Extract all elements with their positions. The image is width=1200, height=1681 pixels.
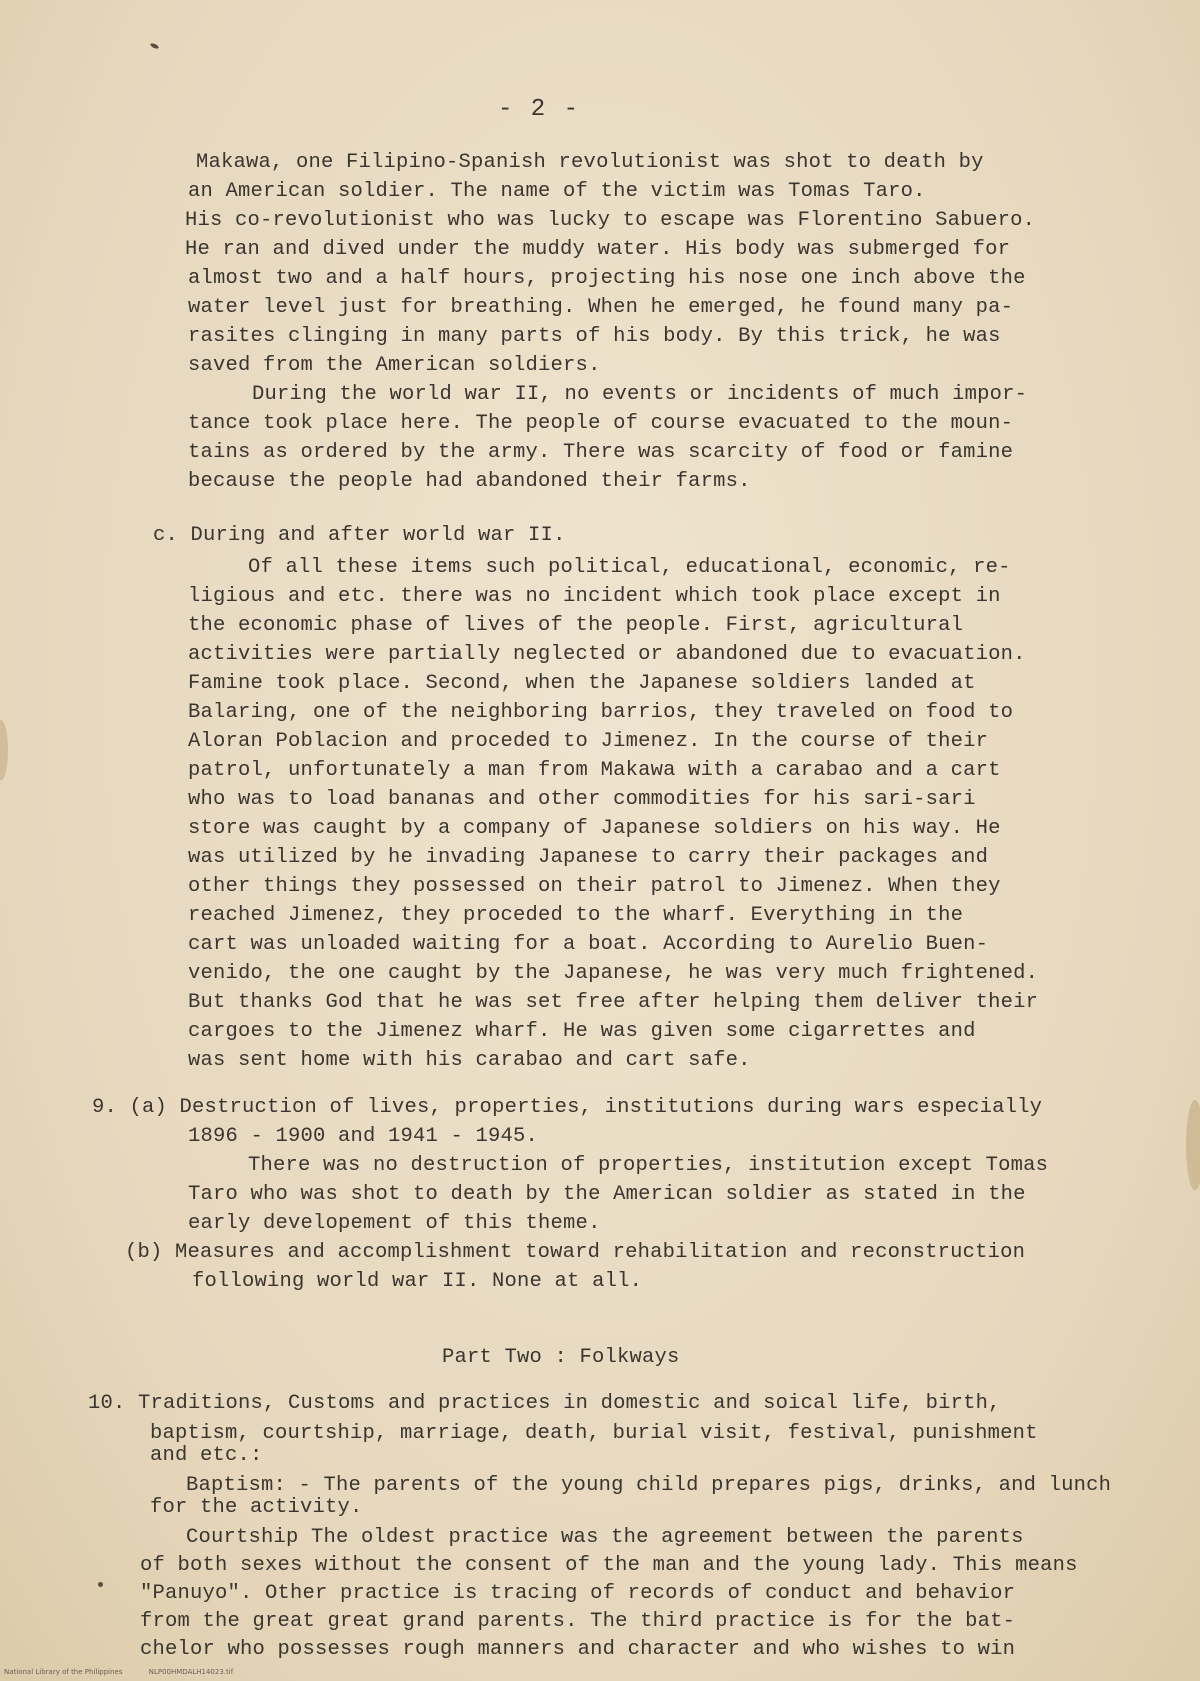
text-line: store was caught by a company of Japanese soldiers on his way. He (188, 817, 1001, 840)
item-10-heading: 10. Traditions, Customs and practices in domestic and soical life, birth, (88, 1392, 1001, 1415)
text-line: There was no destruction of properties, institution except Tomas (248, 1154, 1049, 1177)
item-9b-heading: (b) Measures and accomplishment toward rehabilitation and reconstruction (125, 1241, 1026, 1264)
text-line: "Panuyo". Other practice is tracing of records of conduct and behavior (140, 1582, 1016, 1605)
page-number: - 2 - (498, 96, 581, 123)
text-line: Balaring, one of the neighboring barrios, they traveled on food to (188, 701, 1014, 724)
text-line: who was to load bananas and other commodities for his sari-sari (188, 788, 976, 811)
text-line: an American soldier. The name of the victim was Tomas Taro. (188, 180, 926, 203)
text-line: the economic phase of lives of the people. First, agricultural (188, 614, 964, 637)
text-line: activities were partially neglected or abandoned due to evacuation. (188, 643, 1026, 666)
text-line: and etc.: (150, 1444, 263, 1467)
text-line: was sent home with his carabao and cart safe. (188, 1049, 751, 1072)
text-line: for the activity. (150, 1496, 363, 1519)
text-line: water level just for breathing. When he emerged, he found many pa- (188, 296, 1014, 319)
text-line: saved from the American soldiers. (188, 354, 601, 377)
footer-library: National Library of the Philippines (4, 1668, 123, 1676)
text-line: His co-revolutionist who was lucky to escape was Florentino Sabuero. (185, 209, 1036, 232)
paper-stain (1186, 1100, 1200, 1190)
text-line: venido, the one caught by the Japanese, he was very much frightened. (188, 962, 1039, 985)
text-line: Makawa, one Filipino-Spanish revolutionist was shot to death by (196, 151, 984, 174)
text-line: ligious and etc. there was no incident which took place except in (188, 585, 1001, 608)
baptism-line: Baptism: - The parents of the young child prepares pigs, drinks, and lunch (186, 1474, 1112, 1497)
part-two-heading: Part Two : Folkways (442, 1346, 680, 1369)
text-line: patrol, unfortunately a man from Makawa with a carabao and a cart (188, 759, 1001, 782)
text-line: almost two and a half hours, projecting his nose one inch above the (188, 267, 1026, 290)
text-line: Taro who was shot to death by the American soldier as stated in the (188, 1183, 1026, 1206)
text-line: rasites clinging in many parts of his body. By this trick, he was (188, 325, 1001, 348)
text-line: He ran and dived under the muddy water. His body was submerged for (185, 238, 1011, 261)
text-line: from the great great grand parents. The third practice is for the bat- (140, 1610, 1016, 1633)
item-9a-heading: 9. (a) Destruction of lives, properties, institutions during wars especially (92, 1096, 1043, 1119)
section-heading: c. During and after world war II. (153, 524, 566, 547)
text-line: baptism, courtship, marriage, death, burial visit, festival, punishment (150, 1422, 1038, 1445)
text-line: reached Jimenez, they proceded to the wharf. Everything in the (188, 904, 964, 927)
text-line: was utilized by he invading Japanese to carry their packages and (188, 846, 989, 869)
text-line: chelor who possesses rough manners and character and who wishes to win (140, 1638, 1016, 1661)
ink-mark (150, 42, 160, 49)
text-line: tains as ordered by the army. There was scarcity of food or famine (188, 441, 1014, 464)
text-line: cart was unloaded waiting for a boat. According to Aurelio Buen- (188, 933, 989, 956)
text-line: following world war II. None at all. (192, 1270, 643, 1293)
footer-file: NLP00HMDALH14023.tif (148, 1668, 234, 1676)
text-line: cargoes to the Jimenez wharf. He was given some cigarrettes and (188, 1020, 976, 1043)
text-line: other things they possessed on their patrol to Jimenez. When they (188, 875, 1001, 898)
text-line: 1896 - 1900 and 1941 - 1945. (188, 1125, 539, 1148)
ink-dot (98, 1582, 103, 1587)
text-line: But thanks God that he was set free after helping them deliver their (188, 991, 1039, 1014)
text-line: Famine took place. Second, when the Japanese soldiers landed at (188, 672, 976, 695)
text-line: because the people had abandoned their farms. (188, 470, 751, 493)
text-line: tance took place here. The people of course evacuated to the moun- (188, 412, 1014, 435)
text-line: of both sexes without the consent of the man and the young lady. This means (140, 1554, 1078, 1577)
scan-footer (4, 1668, 257, 1676)
text-line: Of all these items such political, educational, economic, re- (248, 556, 1011, 579)
text-line: During the world war II, no events or incidents of much impor- (252, 383, 1028, 406)
paper-stain (0, 720, 8, 780)
text-line: early developement of this theme. (188, 1212, 601, 1235)
courtship-line: Courtship The oldest practice was the agreement between the parents (186, 1526, 1024, 1549)
text-line: Aloran Poblacion and proceded to Jimenez. In the course of their (188, 730, 989, 753)
